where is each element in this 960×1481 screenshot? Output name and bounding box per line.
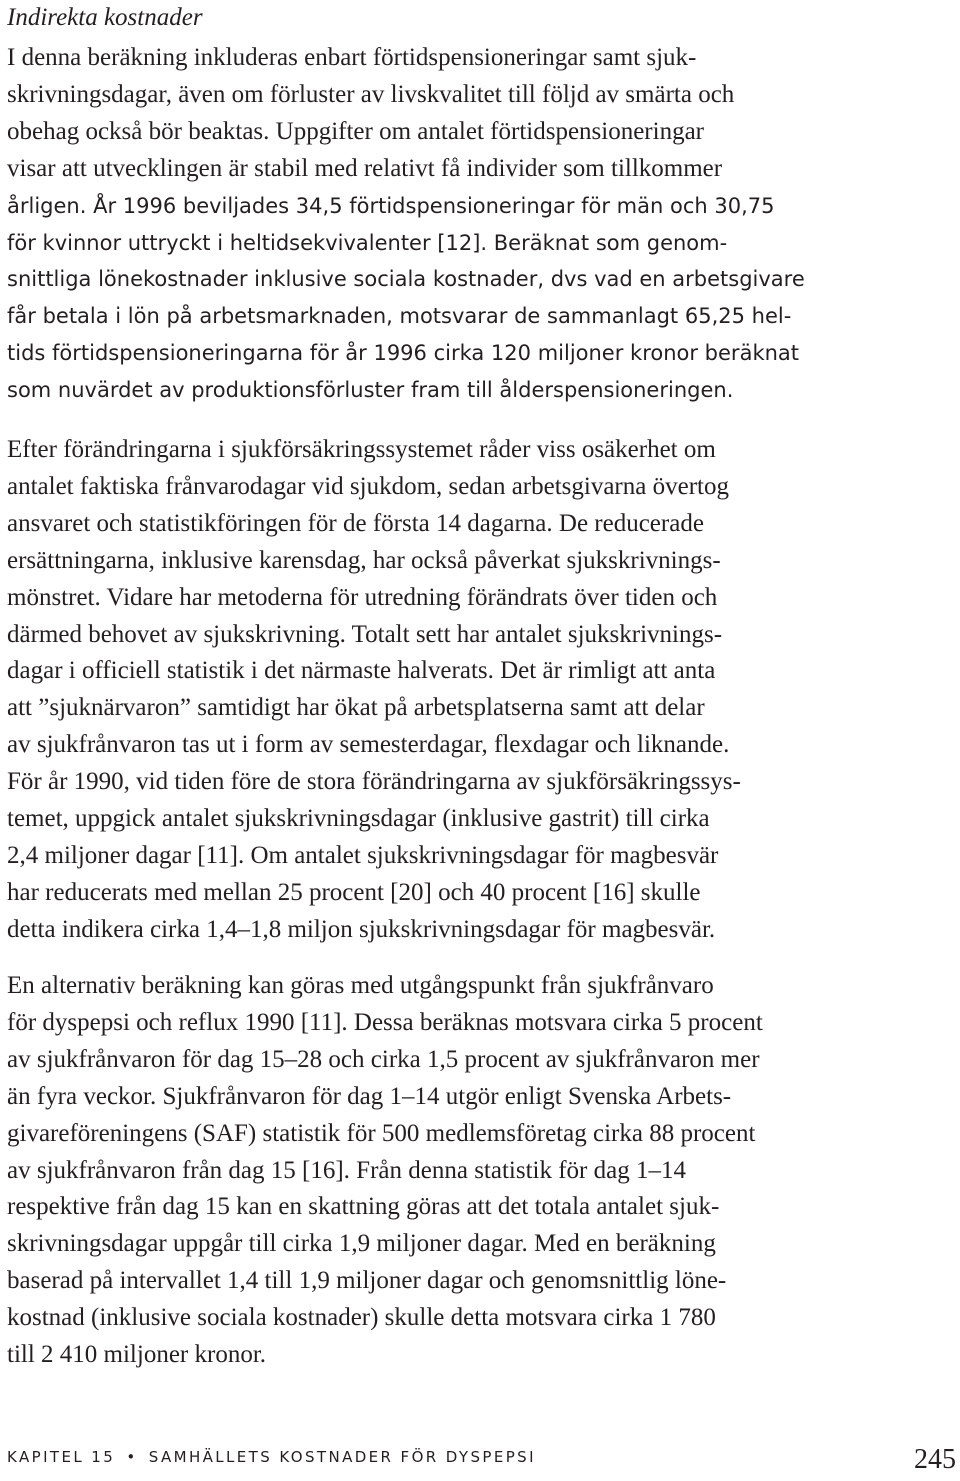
- paragraph-line: En alternativ beräkning kan göras med utgångspunkt från sjukfrånvaro: [7, 972, 714, 999]
- paragraph-line: för dyspepsi och reflux 1990 [11]. Dessa beräknas motsvara cirka 5 procent: [7, 1008, 763, 1036]
- paragraph-line: obehag också bör beaktas. Uppgifter om antalet förtidspensioneringar: [7, 117, 704, 145]
- footer-title: SAMHÄLLETS KOSTNADER FÖR DYSPEPSI: [148, 1448, 536, 1466]
- paragraph-line: 2,4 miljoner dagar [11]. Om antalet sjukskrivningsdagar för magbesvär: [7, 841, 719, 869]
- paragraph-line: ersättningarna, inklusive karensdag, har också påverkat sjukskrivnings-: [7, 546, 721, 574]
- paragraph-line: temet, uppgick antalet sjukskrivningsdagar (inklusive gastrit) till cirka: [7, 805, 710, 832]
- paragraph-line: I denna beräkning inkluderas enbart förtidspensioneringar samt sjuk-: [7, 44, 697, 71]
- paragraph-line: skrivningsdagar, även om förluster av livskvalitet till följd av smärta och: [7, 80, 735, 108]
- paragraph-line: För år 1990, vid tiden före de stora förändringarna av sjukförsäkringssys-: [7, 768, 741, 796]
- paragraph-line: givareföreningens (SAF) statistik för 500 medlemsföretag cirka 88 procent: [7, 1119, 756, 1147]
- paragraph-line: att ”sjuknärvaron” samtidigt har ökat på arbetsplatserna samt att delar: [7, 694, 705, 722]
- paragraph-line: får betala i lön på arbetsmarknaden, motsvarar de sammanlagt 65,25 hel-: [7, 304, 792, 329]
- paragraph-line: av sjukfrånvaron tas ut i form av semesterdagar, flexdagar och liknande.: [7, 731, 730, 759]
- paragraph-line: antalet faktiska frånvarodagar vid sjukdom, sedan arbetsgivarna övertog: [7, 472, 729, 500]
- paragraph-line: respektive från dag 15 kan en skattning göras att det totala antalet sjuk-: [7, 1193, 720, 1221]
- paragraph-line: tids förtidspensioneringarna för år 1996 cirka 120 miljoner kronor beräknat: [7, 341, 800, 366]
- paragraph-line: visar att utvecklingen är stabil med relativt få individer som tillkommer: [7, 154, 723, 182]
- paragraph-line: baserad på intervallet 1,4 till 1,9 miljoner dagar och genomsnittlig löne-: [7, 1267, 727, 1295]
- paragraph-line: till 2 410 miljoner kronor.: [7, 1341, 267, 1368]
- paragraph-line: dagar i officiell statistik i det närmaste halverats. Det är rimligt att anta: [7, 657, 716, 685]
- paragraph-line: skrivningsdagar uppgår till cirka 1,9 miljoner dagar. Med en beräkning: [7, 1230, 716, 1258]
- footer-bullet: •: [126, 1448, 138, 1466]
- paragraph-line: av sjukfrånvaron för dag 15–28 och cirka 1,5 procent av sjukfrånvaron mer: [7, 1045, 760, 1073]
- paragraph-line: för kvinnor uttryckt i heltidsekvivalenter [12]. Beräknat som genom-: [7, 230, 728, 255]
- section-heading: Indirekta kostnader: [7, 4, 203, 31]
- paragraph-line: har reducerats med mellan 25 procent [20] och 40 procent [16] skulle: [7, 878, 701, 906]
- paragraph-line: årligen. År 1996 beviljades 34,5 förtidspensioneringar för män och 30,75: [7, 193, 775, 218]
- footer-chapter: KAPITEL 15: [7, 1448, 116, 1466]
- paragraph-line: därmed behovet av sjukskrivning. Totalt sett har antalet sjukskrivnings-: [7, 620, 723, 648]
- paragraph-line: kostnad (inklusive sociala kostnader) skulle detta motsvara cirka 1 780: [7, 1304, 716, 1332]
- paragraph-line: mönstret. Vidare har metoderna för utredning förändrats över tiden och: [7, 583, 718, 611]
- paragraph-line: som nuvärdet av produktionsförluster fram till ålderspensioneringen.: [7, 378, 734, 403]
- paragraph-line: snittliga lönekostnader inklusive sociala kostnader, dvs vad en arbetsgivare: [7, 267, 805, 292]
- paragraph-line: detta indikera cirka 1,4–1,8 miljon sjukskrivningsdagar för magbesvär.: [7, 915, 716, 943]
- running-footer: [7, 1448, 536, 1466]
- page-number: 245: [914, 1444, 956, 1475]
- paragraph-line: av sjukfrånvaron från dag 15 [16]. Från denna statistik för dag 1–14: [7, 1156, 686, 1184]
- paragraph-line: ansvaret och statistikföringen för de första 14 dagarna. De reducerade: [7, 509, 704, 537]
- paragraph-line: än fyra veckor. Sjukfrånvaron för dag 1–14 utgör enligt Svenska Arbets-: [7, 1082, 732, 1110]
- paragraph-line: Efter förändringarna i sjukförsäkringssystemet råder viss osäkerhet om: [7, 436, 716, 463]
